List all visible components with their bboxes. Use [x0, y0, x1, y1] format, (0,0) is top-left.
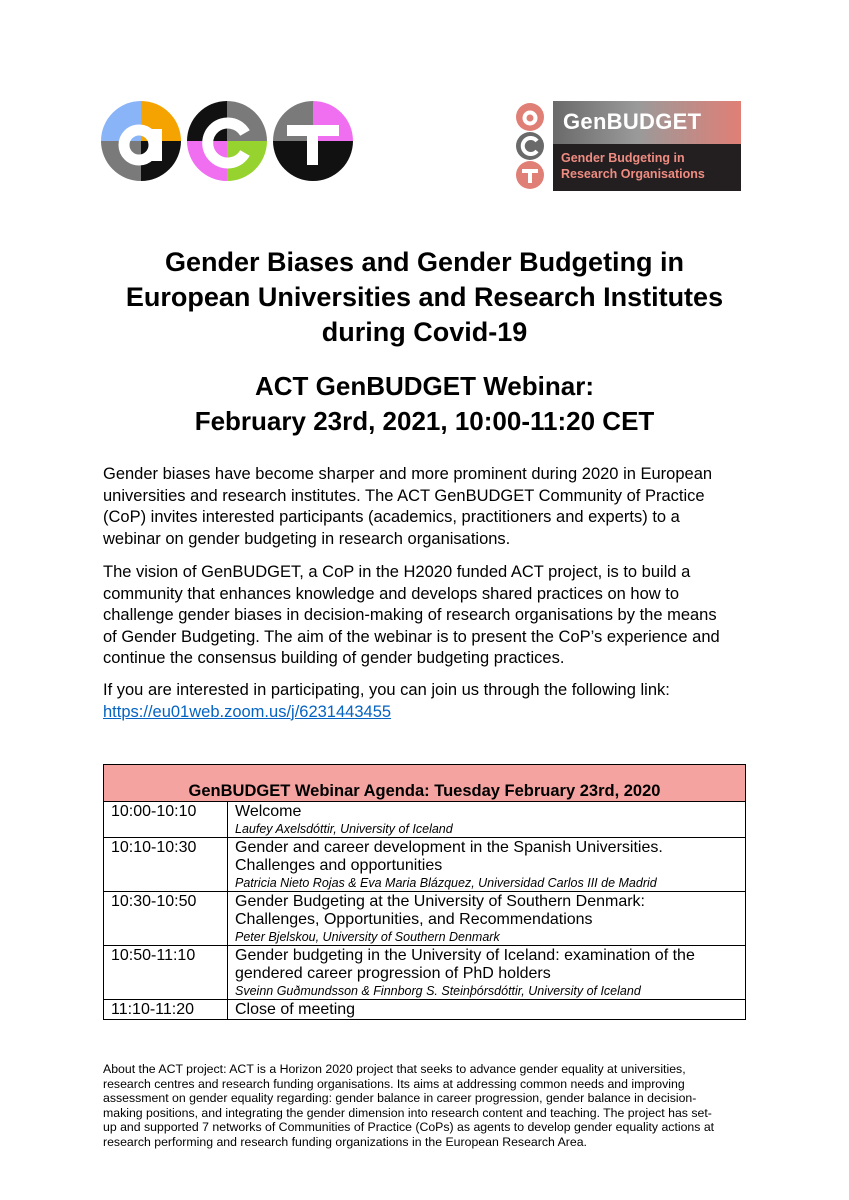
agenda-speaker: Laufey Axelsdóttir, University of Iceland: [235, 822, 453, 836]
agenda-row: [104, 802, 746, 838]
about-act-project: About the ACT project: ACT is a Horizon 2020 project that seeks to advance gender equality at universities, research centres and research funding organisations. Its aims at addressing common needs and improving assessment on gender equality regarding: gender balance in career progression, gender balance in decision- making positions, and integrating the gender dimension into research content and teaching. The project has set- up and supported 7 networks of Communities of Practice (CoPs) as agents to develop gender equality actions at research performing and research funding organizations in the European Research Area.: [103, 1062, 715, 1149]
agenda-row: [104, 838, 746, 892]
genbudget-act-circles-icon: [513, 101, 547, 191]
agenda-item: Gender and career development in the Spanish Universities. Challenges and opportunities Patricia Nieto Rojas & Eva Maria Blázquez, Universidad Carlos III de Madrid: [228, 838, 746, 892]
intro-paragraph-3: If you are interested in participating, you can join us through the following link: https://eu01web.zoom.us/j/6231443455: [103, 681, 670, 721]
agenda-time: 11:10-11:20: [104, 1000, 228, 1020]
act-logo-letter-t: [273, 101, 353, 181]
genbudget-logo: [513, 101, 741, 191]
act-logo-letter-a: [101, 101, 181, 181]
agenda-item: Gender Budgeting at the University of Southern Denmark: Challenges, Opportunities, and Recommendations Peter Bjelskou, University of Southern Denmark: [228, 892, 746, 946]
agenda-time: 10:30-10:50: [104, 892, 228, 946]
agenda-time: 10:00-10:10: [104, 802, 228, 838]
webinar-subtitle: ACT GenBUDGET Webinar: February 23rd, 2021, 10:00-11:20 CET: [194, 371, 655, 436]
act-logo: [101, 101, 353, 181]
agenda-speaker: Sveinn Guðmundsson & Finnborg S. Steinþórsdóttir, University of Iceland: [235, 984, 641, 998]
agenda-time: 10:50-11:10: [104, 946, 228, 1000]
agenda-table: [103, 764, 746, 1020]
agenda-row: [104, 946, 746, 1000]
page-title: Gender Biases and Gender Budgeting in European Universities and Research Institutes during Covid-19: [125, 247, 724, 347]
zoom-link[interactable]: https://eu01web.zoom.us/j/6231443455: [103, 702, 392, 721]
agenda-row: [104, 892, 746, 946]
agenda-item: Gender budgeting in the University of Iceland: examination of the gendered career progression of PhD holders Sveinn Guðmundsson & Finnborg S. Steinþórsdóttir, University of Iceland: [228, 946, 746, 1000]
agenda-speaker: Peter Bjelskou, University of Southern Denmark: [235, 930, 500, 944]
agenda-heading: GenBUDGET Webinar Agenda: Tuesday February 23rd, 2020: [104, 765, 746, 802]
agenda-speaker: Patricia Nieto Rojas & Eva Maria Blázquez, Universidad Carlos III de Madrid: [235, 876, 657, 890]
agenda-time: 10:10-10:30: [104, 838, 228, 892]
genbudget-name: GenBUDGET: [563, 109, 702, 134]
genbudget-tagline: Gender Budgeting in Research Organisations: [561, 151, 705, 181]
agenda-item: Welcome Laufey Axelsdóttir, University of Iceland: [228, 802, 746, 838]
genbudget-band: [553, 101, 741, 191]
agenda-row: [104, 1000, 746, 1020]
intro-paragraph-1: Gender biases have become sharper and more prominent during 2020 in European universities and research institutes. The ACT GenBUDGET Community of Practice (CoP) invites interested participants (academics, practitioners and experts) to a webinar on gender budgeting in research organisations.: [103, 465, 713, 548]
agenda-item: Close of meeting: [228, 1000, 746, 1020]
act-logo-letter-c: [187, 101, 267, 181]
intro-paragraph-2: The vision of GenBUDGET, a CoP in the H2020 funded ACT project, is to build a community that enhances knowledge and develops shared practices on how to challenge gender biases in decision-making of research organisations by the means of Gender Budgeting. The aim of the webinar is to present the CoP’s experience and continue the consensus building of gender budgeting practices.: [103, 563, 720, 667]
